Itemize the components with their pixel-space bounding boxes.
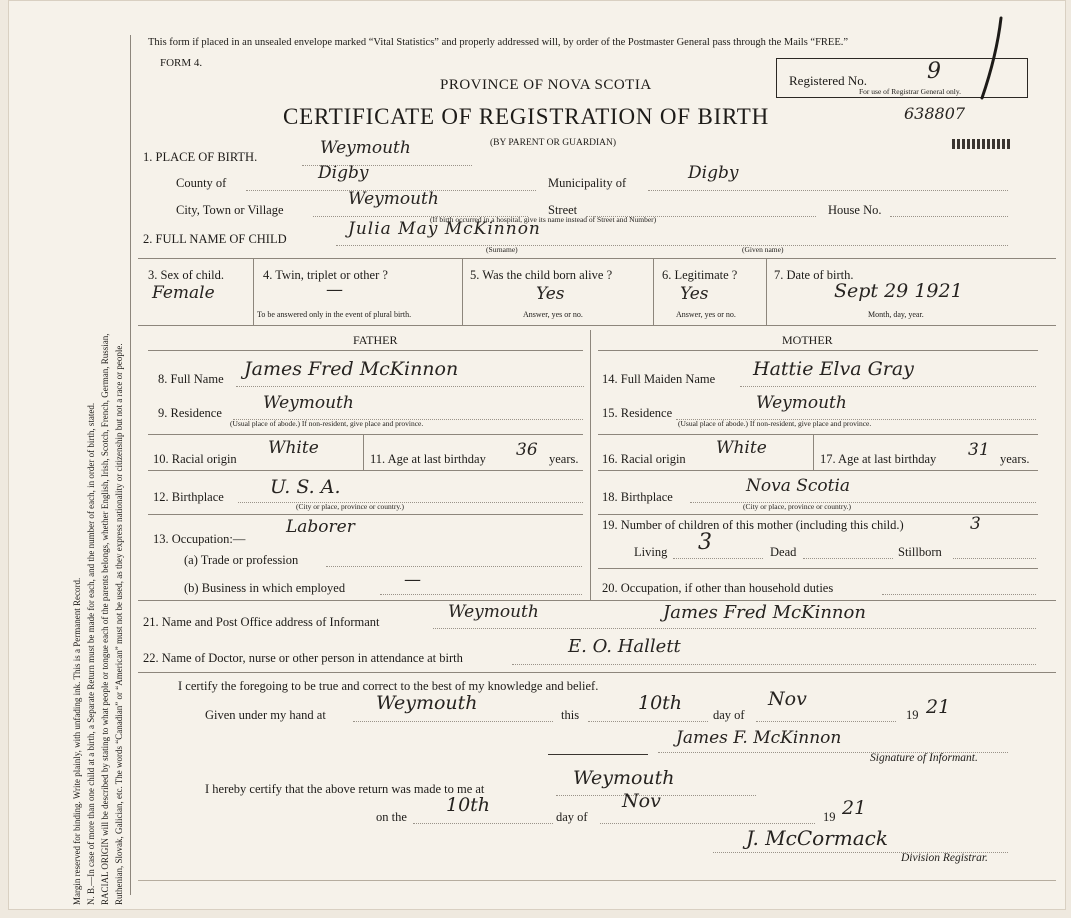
mother-birthplace-note: (City or place, province or country.) xyxy=(743,502,852,511)
subtitle: (BY PARENT OR GUARDIAN) xyxy=(490,138,617,148)
county-value: Digby xyxy=(318,163,369,183)
municipality-label: Municipality of xyxy=(548,176,627,190)
mother-living-label: Living xyxy=(634,545,668,559)
registrar-signature: J. McCormack xyxy=(746,826,888,850)
given-name-caption: (Given name) xyxy=(742,245,784,254)
mother-occupation-label: 20. Occupation, if other than household duties xyxy=(602,581,834,595)
informant-signature: James F. McKinnon xyxy=(676,728,842,748)
twin-note: To be answered only in the event of plural birth. xyxy=(257,310,412,319)
given-day-value: 10th xyxy=(638,692,683,714)
registrar-day-of-label: day of xyxy=(556,810,588,824)
struck-out-number xyxy=(952,139,1012,149)
father-age-value: 36 xyxy=(516,440,538,460)
hospital-note: (If birth occurred in a hospital, give its name instead of Street and Number) xyxy=(430,215,657,224)
top-notice: This form if placed in an unsealed envelope marked “Vital Statistics” and properly addressed will, by order of the Postmaster General pass through the Mails “FREE.” xyxy=(148,37,849,48)
twin-value: — xyxy=(326,280,343,300)
father-birthplace-value: U. S. A. xyxy=(270,476,341,498)
city-label: City, Town or Village xyxy=(176,203,284,217)
mother-name-label: 14. Full Maiden Name xyxy=(602,372,716,386)
side-note-3: RACIAL ORIGIN will be described by stating to what people or tongue each of the parents belongs, whether English, Irish, Scotch, French, German, Russian, xyxy=(100,333,110,905)
given-year-value: 21 xyxy=(926,696,951,718)
child-name-value: Julia May McKinnon xyxy=(348,219,541,239)
mother-racial-value: White xyxy=(716,438,767,458)
mother-residence-note: (Usual place of abode.) If non-resident, give place and province. xyxy=(678,419,872,428)
registrar-year-prefix: 19 xyxy=(823,810,836,824)
sex-label: 3. Sex of child. xyxy=(148,268,225,282)
place-of-birth-value: Weymouth xyxy=(320,138,411,158)
mother-children-label: 19. Number of children of this mother (including this child.) xyxy=(602,518,904,532)
registered-label: Registered No. xyxy=(789,73,867,88)
division-registrar-caption: Division Registrar. xyxy=(901,852,988,864)
mother-birthplace-label: 18. Birthplace xyxy=(602,490,673,504)
mother-heading: MOTHER xyxy=(782,333,833,347)
father-residence-label: 9. Residence xyxy=(158,406,222,420)
registrar-day-value: 10th xyxy=(446,794,491,816)
page-title: CERTIFICATE OF REGISTRATION OF BIRTH xyxy=(283,104,770,129)
street-label: Street xyxy=(548,203,578,217)
doctor-label: 22. Name of Doctor, nurse or other person in attendance at birth xyxy=(143,651,463,665)
registrar-month-value: Nov xyxy=(622,790,661,812)
stamp-number: 638807 xyxy=(904,104,966,123)
sex-value: Female xyxy=(152,283,215,303)
father-name-value: James Fred McKinnon xyxy=(244,358,459,380)
city-value: Weymouth xyxy=(348,189,439,209)
form-number: FORM 4. xyxy=(160,57,203,69)
father-heading: FATHER xyxy=(353,333,398,347)
father-age-label: 11. Age at last birthday xyxy=(370,452,486,466)
doctor-value: E. O. Hallett xyxy=(568,636,681,657)
father-business-value: — xyxy=(404,570,421,590)
informant-label: 21. Name and Post Office address of Informant xyxy=(143,615,380,629)
father-occupation-value: Laborer xyxy=(286,517,355,537)
given-day-of-label: day of xyxy=(713,708,745,722)
mother-age-value: 31 xyxy=(968,440,990,460)
father-business-label: (b) Business in which employed xyxy=(184,581,346,595)
mother-living-value: 3 xyxy=(698,530,712,555)
father-residence-value: Weymouth xyxy=(263,393,354,413)
mother-children-value: 3 xyxy=(970,514,981,534)
given-month-value: Nov xyxy=(768,688,807,710)
county-label: County of xyxy=(176,176,227,190)
certify-text: I certify the foregoing to be true and correct to the best of my knowledge and belief. xyxy=(178,679,599,693)
municipality-value: Digby xyxy=(688,163,739,183)
registrar-year-value: 21 xyxy=(842,797,867,819)
side-note-4: Ruthenian, Slovak, Galician, etc. The words “Canadian” or “American” must not be used, as they express nationality or citizenship but not a race or people. xyxy=(114,343,124,905)
informant-place-value: Weymouth xyxy=(448,602,539,622)
father-birthplace-note: (City or place, province or country.) xyxy=(296,502,405,511)
mother-racial-label: 16. Racial origin xyxy=(602,452,686,466)
twin-label: 4. Twin, triplet or other ? xyxy=(263,268,388,282)
dob-value: Sept 29 1921 xyxy=(834,280,963,302)
child-name-label: 2. FULL NAME OF CHILD xyxy=(143,232,287,246)
father-occupation-label: 13. Occupation:— xyxy=(153,532,246,546)
side-note-2: N. B.—In case of more than one child at a birth, a Separate Return must be made for each, and the number of each, in order of birth, stated. xyxy=(86,402,96,905)
check-mark-icon xyxy=(968,14,1008,104)
alive-value: Yes xyxy=(536,284,565,304)
given-this-label: this xyxy=(561,708,580,722)
dob-note: Month, day, year. xyxy=(868,310,924,319)
mother-stillborn-label: Stillborn xyxy=(898,545,942,559)
place-of-birth-label: 1. PLACE OF BIRTH. xyxy=(143,150,258,164)
birth-certificate xyxy=(8,0,1066,910)
surname-caption: (Surname) xyxy=(486,245,518,254)
registered-note: For use of Registrar General only. xyxy=(859,87,961,96)
registrar-certify-text: I hereby certify that the above return was made to me at xyxy=(205,782,485,796)
legitimate-note: Answer, yes or no. xyxy=(676,310,736,319)
registrar-place-value: Weymouth xyxy=(573,767,675,789)
mother-birthplace-value: Nova Scotia xyxy=(746,476,851,496)
father-name-label: 8. Full Name xyxy=(158,372,224,386)
given-place-value: Weymouth xyxy=(376,692,478,714)
mother-age-label: 17. Age at last birthday xyxy=(820,452,937,466)
dob-label: 7. Date of birth. xyxy=(774,268,854,282)
alive-note: Answer, yes or no. xyxy=(523,310,583,319)
informant-signature-caption: Signature of Informant. xyxy=(870,752,978,764)
on-the-label: on the xyxy=(376,810,407,824)
side-note-1: Margin reserved for binding. Write plainly, with unfading ink. This is a Permanent Record. xyxy=(72,577,82,905)
mother-name-value: Hattie Elva Gray xyxy=(753,358,914,380)
father-residence-note: (Usual place of abode.) If non-resident, give place and province. xyxy=(230,419,424,428)
father-years-label: years. xyxy=(549,452,579,466)
given-under-label: Given under my hand at xyxy=(205,708,326,722)
father-racial-value: White xyxy=(268,438,319,458)
mother-dead-label: Dead xyxy=(770,545,797,559)
mother-residence-value: Weymouth xyxy=(756,393,847,413)
given-year-prefix: 19 xyxy=(906,708,919,722)
house-no-label: House No. xyxy=(828,203,882,217)
legitimate-label: 6. Legitimate ? xyxy=(662,268,738,282)
registered-number: 9 xyxy=(927,59,941,84)
legitimate-value: Yes xyxy=(680,284,709,304)
margin-rule xyxy=(130,35,131,895)
alive-label: 5. Was the child born alive ? xyxy=(470,268,613,282)
province-heading: PROVINCE OF NOVA SCOTIA xyxy=(440,77,652,93)
mother-residence-label: 15. Residence xyxy=(602,406,673,420)
informant-name-value: James Fred McKinnon xyxy=(663,602,866,623)
father-trade-label: (a) Trade or profession xyxy=(184,553,299,567)
father-racial-label: 10. Racial origin xyxy=(153,452,237,466)
mother-years-label: years. xyxy=(1000,452,1030,466)
father-birthplace-label: 12. Birthplace xyxy=(153,490,224,504)
